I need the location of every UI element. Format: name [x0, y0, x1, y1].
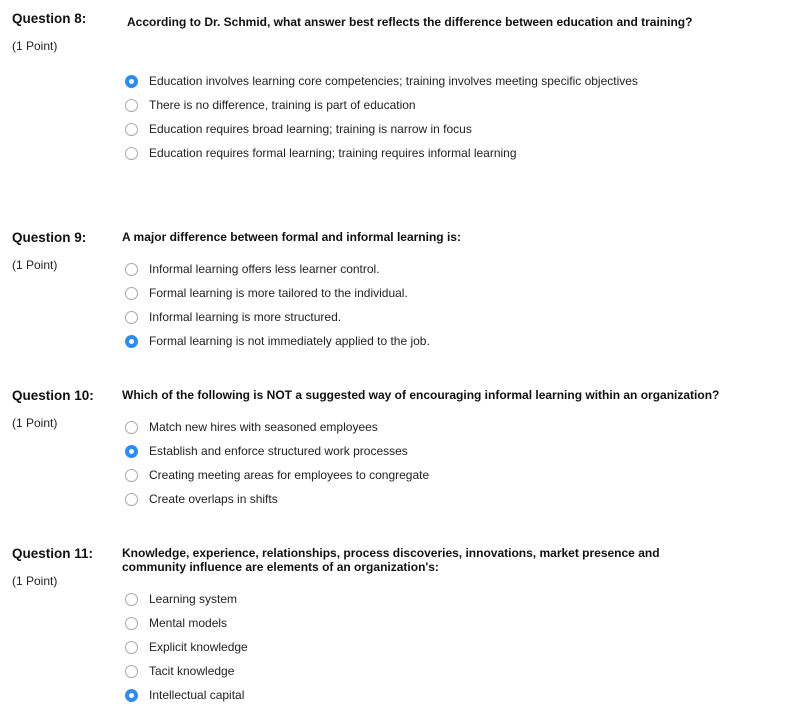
option-label: Informal learning offers less learner control. — [149, 262, 380, 276]
radio-button[interactable] — [125, 469, 138, 482]
radio-button[interactable] — [125, 445, 138, 458]
option-label: Creating meeting areas for employees to congregate — [149, 468, 430, 482]
option-label: Intellectual capital — [149, 688, 245, 702]
question-number: Question 9: — [12, 230, 87, 245]
option-2[interactable] — [125, 309, 341, 325]
option-label: There is no difference, training is part of education — [149, 98, 416, 112]
question-text: Which of the following is NOT a suggested way of encouraging informal learning within an organization? — [122, 388, 720, 402]
radio-button[interactable] — [125, 263, 138, 276]
option-3[interactable] — [125, 145, 517, 161]
option-label: Education involves learning core competencies; training involves meeting specific objectives — [149, 74, 638, 88]
option-3[interactable] — [125, 663, 234, 679]
radio-button[interactable] — [125, 123, 138, 136]
radio-button[interactable] — [125, 75, 138, 88]
option-label: Create overlaps in shifts — [149, 492, 278, 506]
option-label: Mental models — [149, 616, 228, 630]
option-label: Education requires broad learning; training is narrow in focus — [149, 122, 472, 136]
option-3[interactable] — [125, 491, 278, 507]
option-1[interactable] — [125, 97, 416, 113]
radio-button[interactable] — [125, 421, 138, 434]
option-0[interactable] — [125, 419, 378, 435]
radio-button[interactable] — [125, 99, 138, 112]
option-2[interactable] — [125, 639, 248, 655]
option-label: Education requires formal learning; training requires informal learning — [149, 146, 517, 160]
radio-button[interactable] — [125, 641, 138, 654]
question-text: According to Dr. Schmid, what answer best reflects the difference between education and training? — [127, 15, 693, 29]
option-0[interactable] — [125, 591, 237, 607]
radio-button[interactable] — [125, 665, 138, 678]
option-label: Explicit knowledge — [149, 640, 248, 654]
radio-button[interactable] — [125, 147, 138, 160]
radio-button[interactable] — [125, 617, 138, 630]
option-3[interactable] — [125, 333, 430, 349]
radio-button[interactable] — [125, 689, 138, 702]
option-label: Informal learning is more structured. — [149, 310, 342, 324]
option-4[interactable] — [125, 687, 244, 703]
radio-button[interactable] — [125, 335, 138, 348]
option-2[interactable] — [125, 467, 429, 483]
option-1[interactable] — [125, 285, 408, 301]
radio-button[interactable] — [125, 493, 138, 506]
radio-button[interactable] — [125, 287, 138, 300]
option-2[interactable] — [125, 121, 472, 137]
question-points: (1 Point) — [12, 574, 58, 588]
option-1[interactable] — [125, 443, 408, 459]
question-number: Question 11: — [12, 546, 94, 561]
question-text: A major difference between formal and informal learning is: — [122, 230, 461, 244]
option-0[interactable] — [125, 261, 380, 277]
question-points: (1 Point) — [12, 39, 58, 53]
option-label: Establish and enforce structured work processes — [149, 444, 408, 458]
question-points: (1 Point) — [12, 416, 58, 430]
question-number: Question 8: — [12, 11, 87, 26]
option-1[interactable] — [125, 615, 227, 631]
option-0[interactable] — [125, 73, 638, 89]
radio-button[interactable] — [125, 311, 138, 324]
question-text: Knowledge, experience, relationships, process discoveries, innovations, market presence and community influence are elements of an organization's: — [122, 546, 660, 574]
option-label: Tacit knowledge — [149, 664, 235, 678]
option-label: Match new hires with seasoned employees — [149, 420, 378, 434]
radio-button[interactable] — [125, 593, 138, 606]
option-label: Formal learning is more tailored to the individual. — [149, 286, 408, 300]
option-label: Formal learning is not immediately applied to the job. — [149, 334, 430, 348]
question-number: Question 10: — [12, 388, 94, 403]
option-label: Learning system — [149, 592, 238, 606]
question-points: (1 Point) — [12, 258, 58, 272]
